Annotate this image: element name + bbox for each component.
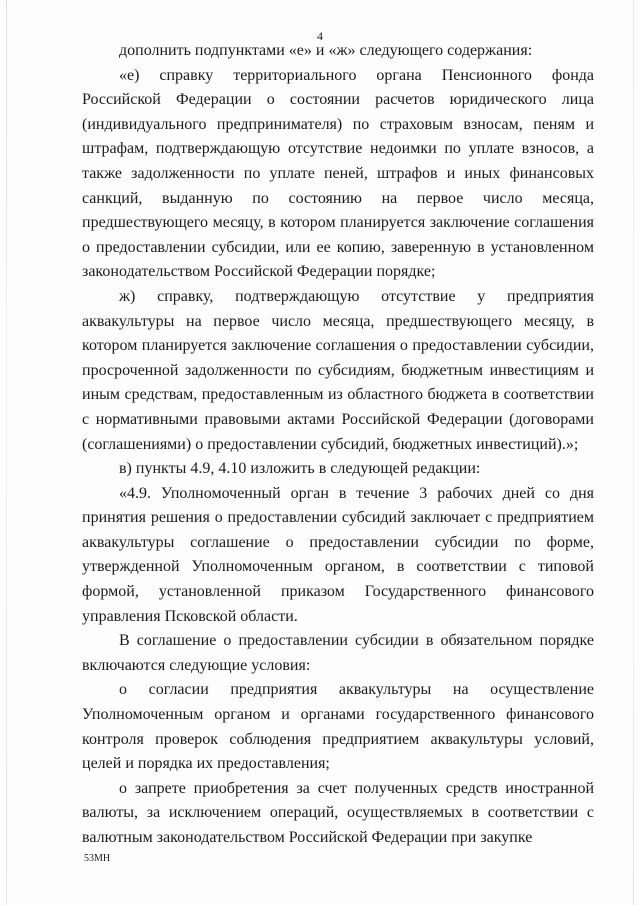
footer-code: 53МН <box>84 853 111 864</box>
paragraph-intro: дополнить подпунктами «е» и «ж» следующего содержания: <box>119 42 533 59</box>
scan-edge-right <box>633 0 634 905</box>
paragraph-clause-4-9: «4.9. Уполномоченный орган в течение 3 рабочих дней со дня принятия решения о предоставлении субсидий заключает с предприятием аквакультуры соглашение о предоставлении субсидии по форме, утвержденной Уполномоченным органом, в соответствии с типовой формой, установленной приказом Государственного финансового управления Псковской области. <box>82 484 594 625</box>
paragraph-subitem-zh: ж) справку, подтверждающую отсутствие у предприятия аквакультуры на первое число месяца, предшествующего месяцу, в котором планируется заключение соглашения о предоставлении субсидии, просроченной задолженности по субсидиям, бюджетным инвестициям и иным средствам, предоставленным из областного бюджета в соответствии с нормативными правовыми актами Российской Федерации (договорами (соглашениями) о предоставлении субсидий, бюджетных инвестиций).»; <box>82 287 594 453</box>
document-body <box>82 39 594 851</box>
paragraph-condition-currency: о запрете приобретения за счет полученных средств иностранной валюты, за исключением операций, осуществляемых в соответствии с валютным законодательством Российской Федерации при закупке <box>82 779 594 846</box>
paragraph-item-v: в) пункты 4.9, 4.10 изложить в следующей редакции: <box>119 460 481 478</box>
page-number: 4 <box>317 29 323 43</box>
paragraph-conditions-intro: В соглашение о предоставлении субсидии в обязательном порядке включаются следующие условия: <box>82 632 594 674</box>
paragraph-condition-consent: о согласии предприятия аквакультуры на осуществление Уполномоченным органом и органами государственного финансового контроля проверок соблюдения предприятием аквакультуры условий, целей и порядка их предоставления; <box>82 681 594 773</box>
scan-edge-left <box>6 0 7 905</box>
paragraph-subitem-e: «е) справку территориального органа Пенсионного фонда Российской Федерации о состоянии расчетов юридического лица (индивидуального предпринимателя) по страховым взносам, пеням и штрафам, подтверждающую отсутствие недоимки по уплате взносов, а также задолженности по уплате пеней, штрафов и иных финансовых санкций, выданную по состоянию на первое число месяца, предшествующего месяцу, в котором планируется заключение соглашения о предоставлении субсидии, или ее копию, заверенную в установленном законодательством Российской Федерации порядке; <box>82 66 594 281</box>
